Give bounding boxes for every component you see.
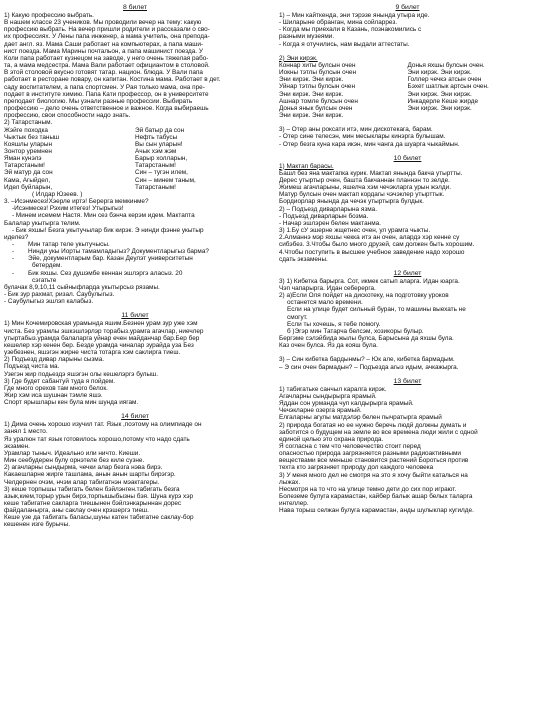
text-line: 3. –Исэнмесез!Хэерле иртэ! Берерга мемкинме?: [4, 198, 149, 206]
text-line: Яддан сон урманда чуп калдырырга ярамый.: [279, 400, 414, 408]
text-line: - Когда мы приехали в Казань, познакомились с: [279, 26, 422, 34]
text-line: Бергэме сэлэйбида жылы булса, Барысына да яхшы була.: [279, 335, 454, 343]
text-line: Нава торыш селжан булуга карамастан, анды шулыклар кугилде.: [279, 507, 474, 515]
text-line: заботится о будущем на земле во все времена люди жили с одной: [279, 428, 478, 436]
text-line: кеше табигатне сакларга тиешынен бэйлэнкарыннан дорес: [4, 500, 182, 507]
text-line: 2.Алманнэ мэр яхшы чекка итэ ан очен, алардэ хэр кенне су: [279, 234, 460, 242]
ticket-10: [279, 155, 536, 263]
poem-cell: Эни кирэк. Эни кирэк.: [279, 76, 344, 84]
text-line: занял 1 место.: [4, 428, 48, 436]
text-line: булачак 8,9,10,11 сыйныфларда укытырсыз рязамы.: [4, 283, 160, 291]
text-line: - Когда я отучились, нам выдали аттестаты.: [279, 40, 410, 48]
ticket-8-part1: [4, 12, 266, 119]
ticket-12-title: 12 билет: [393, 269, 422, 277]
text-line: интеллер.: [279, 500, 309, 508]
poem-cell: Голлер чечкэ атсын очен: [407, 76, 482, 84]
text-line: преподает биологию. Мы узнали разные профессии. Выбирать: [4, 97, 193, 105]
text-line: саду воспитателем, а папа спортсмен. У Рая только мама, она пре-: [4, 83, 205, 91]
poem-cell: Йокны тэтлы булсын очен: [279, 69, 356, 77]
poem-cell: Эни кирэк. Эни кирэк.: [407, 104, 472, 112]
poem-row: [279, 62, 536, 69]
text-line: - Минем исемем Настя. Мин сез бэнча керэм идем. Мактапта: [12, 212, 195, 220]
text-line: единой целью это охрана природа.: [279, 435, 384, 443]
ticket-9: [279, 4, 536, 148]
left-column: [4, 4, 266, 529]
text-line: Я согласна с тем что человечество стоит перед: [279, 442, 421, 450]
poem-cell: Инкадерле Кеше жирде: [407, 97, 479, 105]
text-line: Болеземе булуга карамастан, кайбер балык ашар белых таларга: [279, 493, 473, 501]
text-line: 2) а)Если Оля пойдет на дискотеку, на подготовку уроков: [279, 292, 449, 300]
poem-row: [279, 112, 536, 119]
poem-cell: Идел буйларын,: [4, 183, 53, 191]
text-line: дает англ. яз. Мама Саши работает на компьютерах, а папа маши-: [4, 40, 204, 48]
text-line: 2) – Подъезд диварларына язма.: [279, 205, 377, 213]
text-line: Жир хэм иса шушнан тэмле яшэ.: [4, 391, 103, 399]
poem-cell: Кояшлы уларын: [4, 140, 52, 148]
ticket-9-part2-heading: 2) Эни кирэк.: [279, 54, 318, 62]
text-line: 1) Дима очень хорошо изучил тат. Язык ,поэтому на олимпиаде он: [4, 421, 202, 429]
text-line: В нашем классе 23 учеников. Мы проводили вечер на тему: какую: [4, 19, 202, 27]
poem-table: [279, 62, 536, 119]
ticket-11: [4, 312, 266, 406]
text-line: - Саубулыгыз эшлэп калабыз.: [4, 298, 94, 306]
ticket-8: [4, 4, 266, 305]
text-line: 1) – Мин кайткенда, эни тэрэзе янында утыра иде.: [279, 12, 430, 19]
text-line: Спорт ярышлары кен була мин шунда иягам.: [4, 399, 139, 407]
poem-cell: [408, 112, 537, 119]
text-line: узебезнен, яшэгэн жирне чиста тотарга хэм саклирга тиеш.: [4, 349, 181, 357]
text-line: азык,кием,торыр урын бирэ,торпышыбызны бэя. Шуна курэ хэр: [4, 492, 194, 500]
text-line: Несмотря на то что на улице темно дети до сих пор играют.: [279, 485, 457, 493]
poem-row: [279, 83, 536, 90]
text-line: 3) 1.Бу сУ эшерне жщетнес очен, ул урамга чыкты.: [279, 227, 431, 235]
text-line: Челдернен очэм, нчэм алар табигатнэн мэактагеры.: [4, 478, 160, 486]
text-line: Кеше узе да табигать баласы,шуны катен табигатне саклау-бор: [4, 514, 194, 522]
text-line: В этой столовой вкусно готовят татар. национ. блюда. У Вали папа: [4, 69, 203, 77]
text-line: 1) Мин Кочемировская урамында яшим.Безнен урам зур уже хэм: [4, 320, 198, 328]
text-line: Где много орехов там много белок.: [4, 384, 108, 392]
text-line: сибэбез. 3.Чтобы было много друзей, сам должен быть хорошим.: [279, 241, 475, 249]
text-line: Чэп чапарырга. Идан себерерга.: [279, 285, 376, 292]
text-line: - Начар эшлэрен белен мактанма.: [279, 219, 381, 227]
list-item: - Нинди укы Йорты тамамладыгыз? Документларыгыз барма?: [4, 248, 266, 255]
text-line: профессию – дело очень ответственное и важное. Когда выбираешь: [4, 105, 209, 113]
ticket-11-title: 11 билет: [121, 312, 149, 320]
list-item: - Мин татар теле укытучысы.: [4, 241, 266, 248]
poem-row: [4, 141, 266, 148]
text-line: 1) табигатьке санчыл каралга кирэк.: [279, 385, 387, 393]
text-line: Мин сеебудерен булу орнэтеле без киле сузне.: [4, 457, 145, 465]
poem-row: [4, 177, 266, 184]
text-line: 3) – Отер аны роксати итэ, мин дискотекага, барам.: [279, 126, 433, 134]
text-line: -Исэнмесез! Рэхим итегез! Утырыгыз!: [12, 205, 124, 213]
text-line: та, а мама медсестра. Мама Вали работает официантом в столовой.: [4, 62, 210, 70]
text-line: кешенен изге бурычы.: [4, 521, 70, 529]
poem-cell: Донья янык булсын очен: [279, 104, 353, 112]
poem-cell: Нефть табусы: [135, 133, 178, 141]
poem-cell: Эй батыр да сон: [135, 126, 185, 134]
poem-cell: Чыктык без таныш: [4, 133, 60, 141]
list-item: - Бик яхшы. Сез душэмбе кеннан эшлэргэ аласыз. 20: [4, 270, 266, 277]
poem-cell: Яман кунэлэ: [4, 155, 42, 163]
text-line: Узегэн жир подьездэ яшэгэн олы кешелэргэ булыш.: [4, 370, 159, 378]
text-line: веществами все меньше становится растений Бороться против: [279, 457, 469, 465]
text-line: опасностью природа загрязняется разными радиоактивными: [279, 450, 461, 458]
text-line: - Шиларыне обранган, мина сойларрез.: [279, 19, 398, 27]
text-line: профессию выбрать. На вечер пришли родители и рассказали о сво-: [4, 26, 210, 34]
poem-table: [4, 127, 266, 191]
poem-row: [4, 148, 266, 155]
text-line: Жимеш агачларыны, яшелча хэм чечэкларга урын жэлди.: [279, 184, 451, 192]
poem-row: [4, 134, 266, 141]
poem-row: [279, 76, 536, 83]
poem-cell: Уйнар тэтлы булсын очен: [279, 83, 355, 91]
text-line: кешелер хэр кенен бер. Безде урамда чиналар зурайда уза Без: [4, 341, 194, 349]
poem-cell: Татарстаным!: [4, 162, 45, 170]
text-line: 3) – Син кибетка бардынмы? – Юк але, кибетка бармадым.: [279, 356, 455, 364]
text-line: 2) природа богатая но ее нужно беречь людй должны думать и: [279, 421, 467, 429]
text-line: Чечэкларне озерга ярамый.: [279, 407, 362, 415]
poem-author: ( Илдар Юзеев. ): [32, 190, 83, 198]
poem-cell: Татарстаным!: [135, 162, 176, 170]
text-line: - Подъезд диварларын бозма.: [279, 212, 369, 220]
text-line: профессию, свои способности надо знать.: [4, 112, 131, 120]
poem-cell: Коннар хиты булсын очен: [279, 61, 356, 69]
text-line: - Бик зур рахмат, ризал. Саубулыгыз.: [4, 291, 115, 299]
poem-cell: Вы сын уларын!: [135, 140, 183, 148]
text-line: Коли папа работает кузнецом на заводе, у него очень тяжелая рабо-: [4, 54, 209, 62]
poem-row: [279, 98, 536, 105]
text-line: 1) Мактап барасы.: [279, 162, 334, 170]
text-line: чиста. Без урамлы эшкэшлэрлэр торабыз.урамга агачлар, ниечлер: [4, 327, 204, 335]
text-line: нист поезда. Мама Марины почтальон, а папа машинист поезда. У: [4, 47, 203, 55]
text-line: работает в ресторане повару, он капитан. Костина мама. Работает в дет.: [4, 76, 221, 84]
text-line: Елгаларны агулы матдэлэр белен пычратырга ярамый: [279, 414, 442, 422]
text-line: 2) агачларны сындырма, чечки алар безга нэва бирэ.: [4, 464, 163, 472]
text-line: лыжах.: [279, 478, 301, 486]
poem-cell: Бэхет шатлык артсын очен.: [407, 83, 489, 91]
ticket-8-title: 8 билет: [123, 4, 147, 11]
text-line: - Бик яхшы! Безга укытучылар бик кирэк. Э нинди фэнне укытыр: [12, 226, 204, 234]
poem-cell: Ачык хэм жэм: [135, 147, 177, 155]
right-column: [279, 4, 536, 515]
poem-cell: Донья яхшы булсын очен.: [407, 61, 485, 69]
text-line: Дерес утыртыр очен, башта бакчаннан планнэн то зелде.: [279, 176, 450, 184]
poem-cell: Эни кирэк. Эни кирэк.: [279, 112, 344, 120]
text-line: 3) У меня много дел не смотря на это я хочу быйти каталься на: [279, 471, 468, 479]
ticket-14-title: 14 билет: [121, 413, 149, 421]
text-line: Балалар укытырга телим.: [4, 219, 81, 227]
text-line: иделез?: [4, 233, 29, 241]
poem-cell: Син – тугэн илем,: [135, 169, 188, 177]
ticket-9-title: 9 билет: [395, 4, 420, 11]
poem-row: [279, 69, 536, 76]
text-line: подает в институте химию. Папа Кати профессор, он в университете: [4, 90, 209, 98]
poem-cell: Эни кирэк. Эни кирэк.: [407, 69, 472, 77]
poem-cell: Жэйге походка: [4, 126, 48, 134]
ticket-12: [279, 270, 536, 371]
text-line: б )Эгэр мин Татарча белсэм, хозикоры булыр.: [287, 327, 424, 335]
poem-row: [279, 91, 536, 98]
text-line: техта кто загрязняет природу дол каждого человека: [279, 464, 434, 472]
text-line: Агачларны сындырырга ярамый.: [279, 392, 377, 400]
text-line: – Э син очен бармадын? – Подъезда агыз идым, ачкажырга.: [279, 363, 459, 371]
text-line: Подъезд чиста ма.: [4, 363, 60, 371]
text-line: 2) Подъезд дивар ларыны сызма.: [4, 356, 105, 364]
ticket-13-title: 13 билет: [393, 377, 422, 385]
text-line: Урамлар тыныч. Идеально или ничто. Киеши.: [4, 449, 141, 457]
text-line: Какаешларне жирге ташлама, анын анын шарты бирэгэр.: [4, 471, 176, 479]
text-line: утыртабыз.урамда балаларга уйнар ечен майданчар бар.Бер бер: [4, 334, 200, 342]
text-line: 3) Где будет сабантуй туда я пойдем.: [4, 377, 116, 385]
text-line: останется мало времени.: [287, 299, 363, 307]
text-line: Матур булсын очен мактап кордагы чэчэклер утырттык.: [279, 191, 445, 199]
text-line: экзамен.: [4, 442, 30, 450]
text-line: файдаланырга, аны саклау очен крэшергэ тиеш.: [4, 507, 149, 515]
text-line: смогут.: [287, 313, 308, 321]
list-item: сэгатьте: [32, 276, 57, 284]
poem-cell: Эни кирэк. Эни кирэк.: [407, 90, 472, 98]
ticket-14: [4, 413, 266, 528]
text-line: - Отер сине телесэн, мин месыклары кинэрга булышам.: [279, 133, 446, 141]
text-line: 3) 1) Кибетка барырга. Сот, икмек сатып аларга. Идан юарга.: [279, 277, 460, 285]
text-line: сдать экзамены.: [279, 255, 328, 263]
poem-row: [279, 105, 536, 112]
poem-cell: Татарстаным!: [135, 183, 176, 191]
list-item: - Эйе, документларым бар. Казан Деулэт университетын: [4, 255, 266, 262]
poem-cell: Барыр холларын,: [135, 155, 188, 163]
text-line: разными музеями.: [279, 33, 335, 41]
poem-row: [4, 162, 266, 169]
poem-cell: Кама, Агыйдел,: [4, 176, 51, 184]
poem-cell: Эни кирэк. Эни кирэк.: [279, 90, 344, 98]
text-line: 4.Чтобы поступить в высшее учебное заведение надо хорошо: [279, 248, 465, 256]
text-line: Если ты хочешь, я тебе помогу.: [287, 320, 381, 328]
dialogue-list: [4, 241, 266, 284]
poem-row: [4, 155, 266, 162]
poem-row: [4, 184, 266, 191]
text-line: 3) кеше торпышы табигать белен бэйлэнген.табигать безга: [4, 485, 180, 493]
poem-cell: Ашнар томле булсын очен: [279, 97, 358, 105]
poem-row: [4, 169, 266, 176]
text-line: Бордиорлар янында да чечэк утыртырга булдык.: [279, 198, 424, 206]
text-line: 1) Какую профессию выбрать.: [4, 12, 94, 19]
poem-cell: Зонтор уремнен: [4, 147, 52, 155]
poem-cell: Эй матур да сон: [4, 169, 53, 177]
text-line: их профессиях. У Лены папа инженер, а мама учитель, она препода-: [4, 33, 210, 41]
text-line: Если на улице будет сильный буран, то машины выехать не: [287, 306, 466, 314]
list-item: бетердем.: [32, 262, 63, 270]
ticket-8-part2-heading: 2) Татарстаным.: [4, 119, 53, 127]
text-line: Каз очен булса. Яз да кояш була.: [279, 342, 378, 350]
ticket-10-title: 10 билет: [393, 154, 422, 162]
text-line: Яз уралюн тат язык готовилось хорошо,потому что надо сдать: [4, 435, 190, 443]
text-line: Башл без яна мактапка курик. Мактап янында бакча утыртты.: [279, 169, 463, 177]
ticket-13: [279, 378, 536, 515]
poem-cell: Син – минем таным,: [135, 176, 196, 184]
poem-row: [4, 127, 266, 134]
text-line: - Отер безга куна кара икэн, мин чанга да шуарга чыкаймын.: [279, 140, 460, 148]
